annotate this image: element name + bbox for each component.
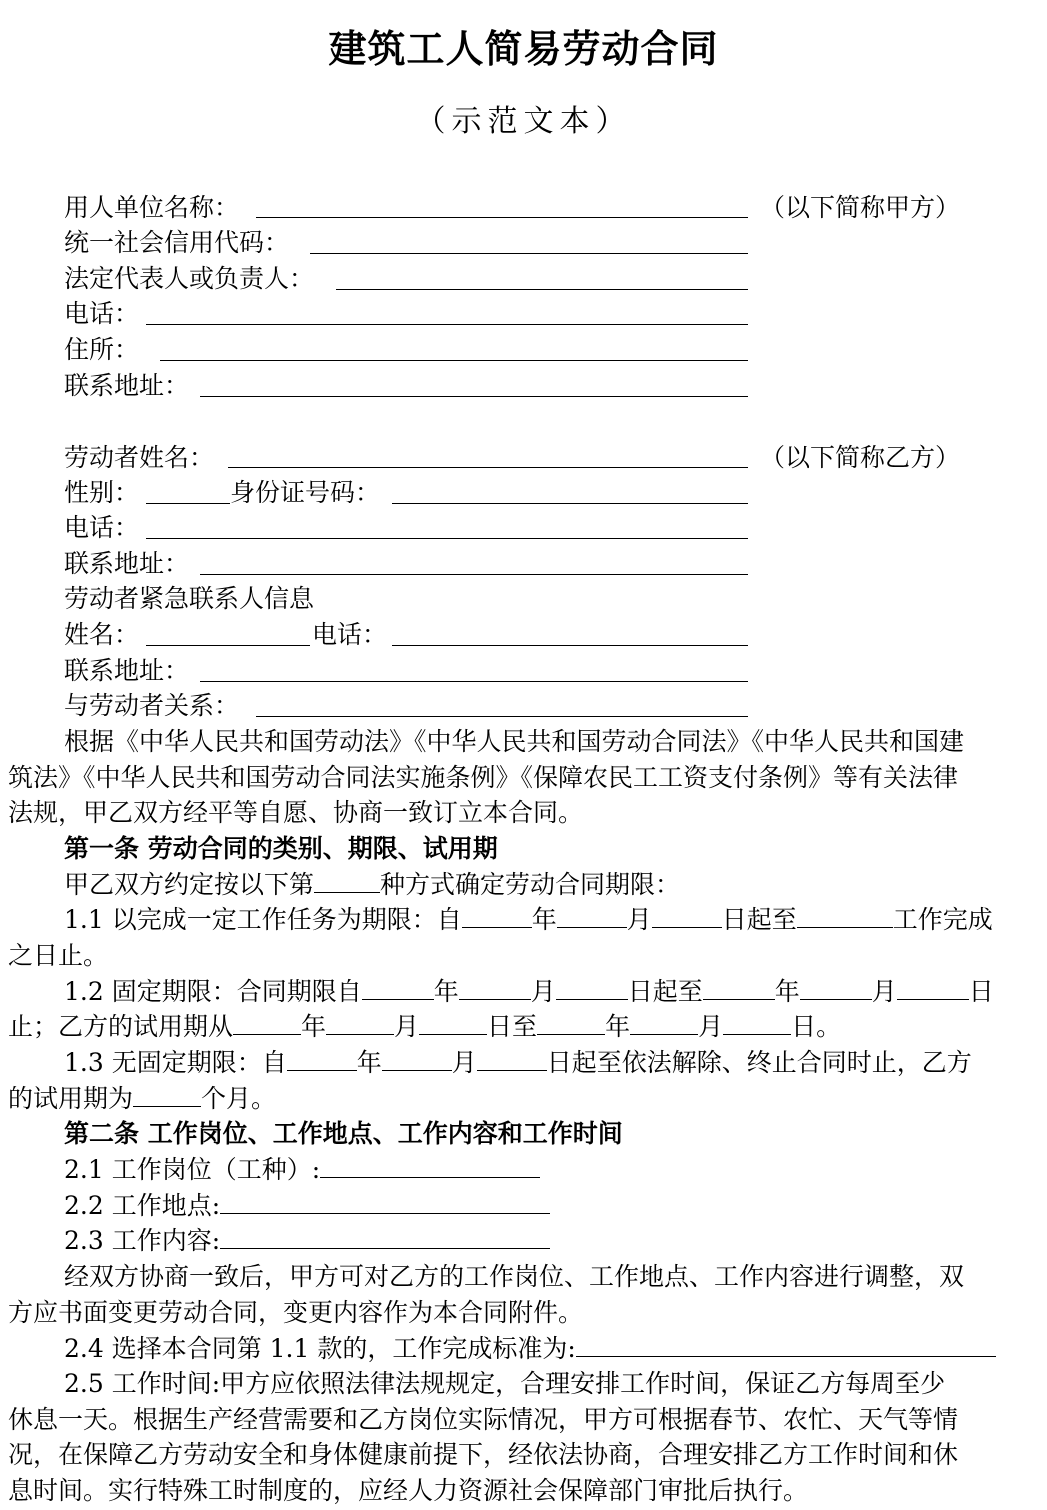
probation-start-month-field[interactable] — [326, 1010, 394, 1035]
document-title: 建筑工人简易劳动合同 — [328, 26, 719, 71]
day-label: 日 — [968, 977, 994, 1006]
party-a-residence-field[interactable] — [160, 360, 748, 361]
year-label: 年 — [356, 1048, 382, 1077]
clause-1-2 — [64, 974, 994, 1010]
month-label: 月 — [698, 1012, 724, 1041]
party-a-legal-rep-field[interactable] — [336, 289, 748, 290]
month-label: 月 — [871, 977, 897, 1006]
clause-2-1 — [64, 1152, 540, 1188]
party-b-gender-field[interactable] — [146, 503, 230, 504]
party-b-id-field[interactable] — [392, 503, 748, 504]
party-b-id-label: 身份证号码： — [230, 478, 381, 507]
party-a-credit-code-field[interactable] — [310, 253, 748, 254]
c11-task-field[interactable] — [797, 903, 893, 928]
party-b-note: （以下简称乙方） — [760, 443, 961, 472]
c11-month-field[interactable] — [557, 903, 627, 928]
party-b-phone-field[interactable] — [146, 538, 748, 539]
emergency-relation-label: 与劳动者关系： — [64, 691, 240, 720]
month-label: 月 — [626, 905, 652, 934]
completion-standard-field[interactable] — [576, 1332, 996, 1357]
party-a-phone-field[interactable] — [146, 324, 748, 325]
clause-1-1-line-2: 之日止。 — [8, 941, 109, 970]
party-a-legal-rep-label: 法定代表人或负责人： — [64, 264, 315, 293]
c12-start-month-field[interactable] — [459, 975, 531, 1000]
party-b-address-label: 联系地址： — [64, 549, 190, 578]
probation-start-day-field[interactable] — [419, 1010, 487, 1035]
probation-start-year-field[interactable] — [233, 1010, 301, 1035]
month-label: 月 — [451, 1048, 477, 1077]
probation-end-year-field[interactable] — [537, 1010, 605, 1035]
work-content-field[interactable] — [220, 1224, 550, 1249]
party-a-name-field[interactable] — [256, 217, 748, 218]
clause-1-1-suffix: 工作完成 — [892, 905, 993, 934]
day-from-label: 日起至 — [627, 977, 703, 1006]
c13-day-field[interactable] — [477, 1046, 547, 1071]
probation-prefix: 止；乙方的试用期从 — [8, 1012, 234, 1041]
party-b-gender-label: 性别： — [64, 478, 140, 507]
c12-end-month-field[interactable] — [800, 975, 872, 1000]
adjust-line-1: 经双方协商一致后，甲方可对乙方的工作岗位、工作地点、工作内容进行调整，双 — [64, 1262, 965, 1291]
work-location-field[interactable] — [220, 1189, 550, 1214]
probation-months-suffix: 个月。 — [201, 1084, 277, 1113]
clause-2-5-line-4: 息时间。实行特殊工时制度的，应经人力资源社会保障部门审批后执行。 — [8, 1476, 809, 1505]
party-b-name-field[interactable] — [228, 467, 748, 468]
clause-1-3-prefix: 1.3 无固定期限：自 — [64, 1048, 287, 1077]
month-label: 月 — [530, 977, 556, 1006]
adjust-line-2: 方应书面变更劳动合同，变更内容作为本合同附件。 — [8, 1298, 584, 1327]
clause-1-2-line-2 — [8, 1009, 841, 1045]
c12-start-day-field[interactable] — [556, 975, 628, 1000]
clause-2-5-line-2: 休息一天。根据生产经营需要和乙方岗位实际情况，甲方可根据春节、农忙、天气等情 — [8, 1405, 959, 1434]
clause-1-1-prefix: 1.1 以完成一定工作任务为期限：自 — [64, 905, 462, 934]
party-a-address-label: 联系地址： — [64, 371, 190, 400]
party-a-credit-code-label: 统一社会信用代码： — [64, 228, 290, 257]
day-end-label: 日。 — [791, 1012, 842, 1041]
clause-1-3-line-2 — [8, 1081, 276, 1117]
emergency-name-field[interactable] — [146, 645, 310, 646]
c13-month-field[interactable] — [382, 1046, 452, 1071]
article-1-intro — [64, 867, 680, 903]
clause-1-3 — [64, 1045, 972, 1081]
party-a-residence-label: 住所： — [64, 335, 140, 364]
clause-2-5-line-1: 2.5 工作时间:甲方应依照法律法规规定，合理安排工作时间，保证乙方每周至少 — [64, 1369, 946, 1398]
c12-end-year-field[interactable] — [703, 975, 775, 1000]
probation-months-prefix: 的试用期为 — [8, 1084, 134, 1113]
method-number-field[interactable] — [314, 868, 380, 893]
document-subtitle: （示范文本） — [415, 104, 632, 139]
party-b-address-field[interactable] — [200, 574, 748, 575]
c11-day-field[interactable] — [652, 903, 722, 928]
clause-2-2 — [64, 1188, 550, 1224]
party-a-address-field[interactable] — [200, 396, 748, 397]
clause-2-3 — [64, 1223, 550, 1259]
clause-1-3-suffix: 日起至依法解除、终止合同时止，乙方 — [546, 1048, 972, 1077]
party-a-name-label: 用人单位名称： — [64, 193, 240, 222]
day-from-label: 日起至 — [721, 905, 797, 934]
party-b-name-label: 劳动者姓名： — [64, 443, 215, 472]
article-2-heading: 第二条 工作岗位、工作地点、工作内容和工作时间 — [64, 1119, 623, 1148]
emergency-address-label: 联系地址： — [64, 656, 190, 685]
article-1-heading: 第一条 劳动合同的类别、期限、试用期 — [64, 834, 498, 863]
probation-end-day-field[interactable] — [723, 1010, 791, 1035]
emergency-relation-field[interactable] — [256, 716, 748, 717]
clause-1-1 — [64, 902, 993, 938]
year-label: 年 — [531, 905, 557, 934]
c12-start-year-field[interactable] — [362, 975, 434, 1000]
clause-2-3-label: 2.3 工作内容: — [64, 1226, 221, 1255]
article-1-intro-a: 甲乙双方约定按以下第 — [64, 870, 315, 899]
emergency-address-field[interactable] — [200, 681, 748, 682]
clause-2-2-label: 2.2 工作地点: — [64, 1191, 221, 1220]
emergency-phone-label: 电话： — [312, 620, 388, 649]
preamble-line-1: 根据《中华人民共和国劳动法》《中华人民共和国劳动合同法》《中华人民共和国建 — [64, 727, 965, 756]
day-to-label: 日至 — [487, 1012, 538, 1041]
clause-2-1-label: 2.1 工作岗位（工种）: — [64, 1155, 321, 1184]
probation-end-month-field[interactable] — [630, 1010, 698, 1035]
probation-months-field[interactable] — [133, 1082, 201, 1107]
party-b-phone-label: 电话： — [64, 513, 140, 542]
job-position-field[interactable] — [320, 1153, 540, 1178]
emergency-phone-field[interactable] — [392, 645, 748, 646]
emergency-name-label: 姓名： — [64, 620, 140, 649]
year-label: 年 — [433, 977, 459, 1006]
party-a-note: （以下简称甲方） — [760, 193, 961, 222]
clause-2-4-label: 2.4 选择本合同第 1.1 款的，工作完成标准为: — [64, 1334, 576, 1363]
month-label: 月 — [394, 1012, 420, 1041]
article-1-intro-b: 种方式确定劳动合同期限： — [380, 870, 681, 899]
c11-year-field[interactable] — [462, 903, 532, 928]
year-label: 年 — [301, 1012, 327, 1041]
clause-1-2-prefix: 1.2 固定期限：合同期限自 — [64, 977, 362, 1006]
party-a-phone-label: 电话： — [64, 299, 140, 328]
emergency-contact-heading: 劳动者紧急联系人信息 — [64, 584, 315, 613]
c13-year-field[interactable] — [287, 1046, 357, 1071]
clause-2-4 — [64, 1331, 996, 1367]
preamble-line-2: 筑法》《中华人民共和国劳动合同法实施条例》《保障农民工工资支付条例》等有关法律 — [8, 763, 959, 792]
preamble-line-3: 法规，甲乙双方经平等自愿、协商一致订立本合同。 — [8, 798, 584, 827]
year-label: 年 — [605, 1012, 631, 1041]
clause-2-5-line-3: 况，在保障乙方劳动安全和身体健康前提下，经依法协商，合理安排乙方工作时间和休 — [8, 1440, 959, 1469]
year-label: 年 — [774, 977, 800, 1006]
c12-end-day-field[interactable] — [897, 975, 969, 1000]
